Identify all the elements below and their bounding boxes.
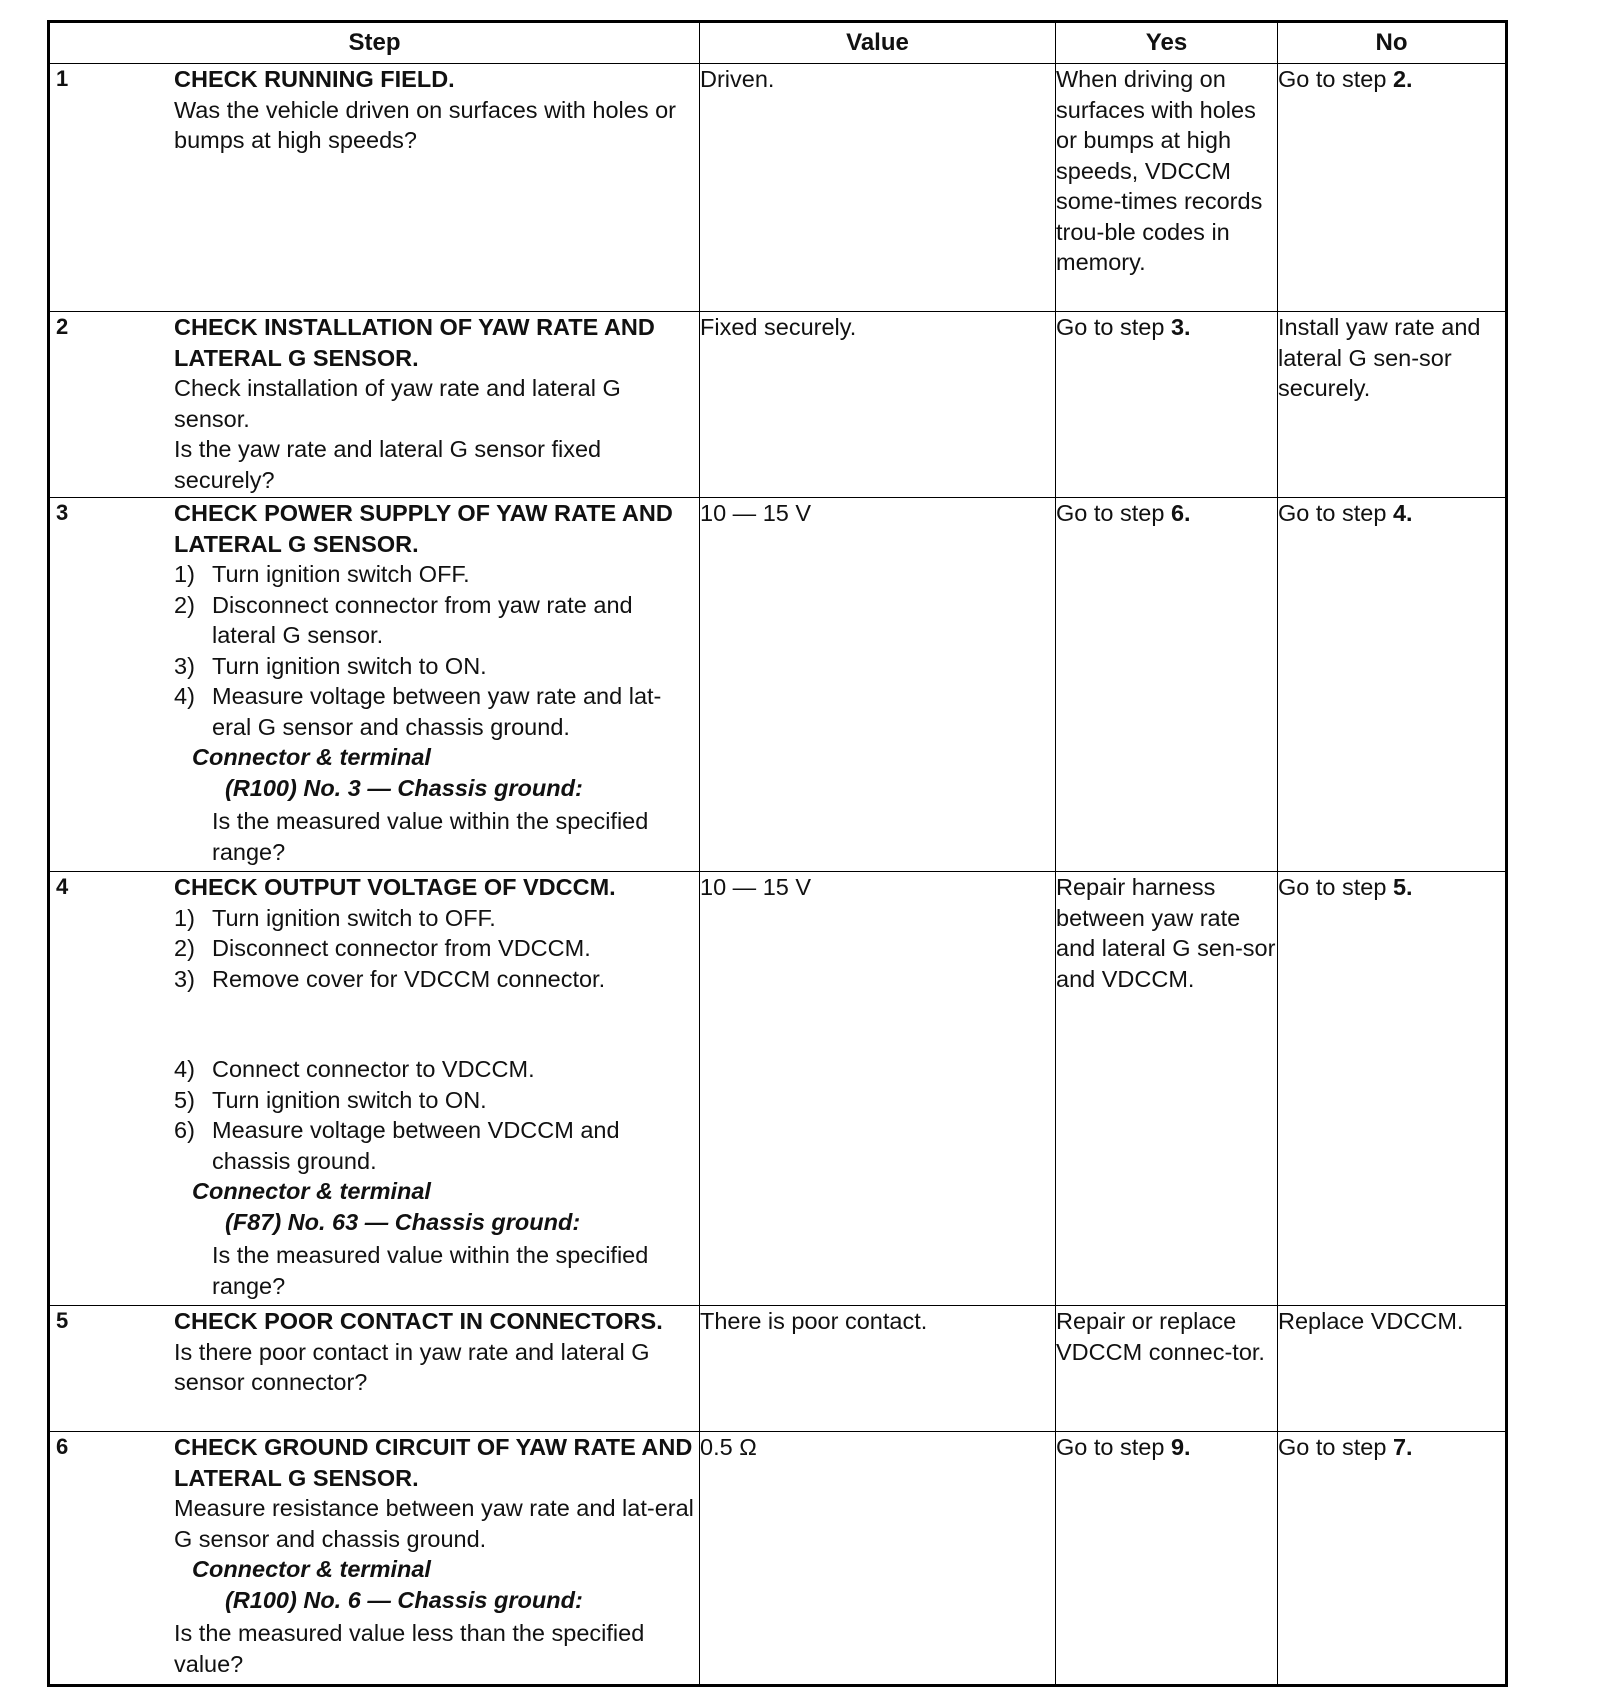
- no-cell: [1278, 64, 1507, 312]
- table-row: [49, 64, 1507, 312]
- connector-terminal: (F87) No. 63 — Chassis ground:: [225, 1208, 581, 1235]
- procedure-list: [174, 903, 695, 995]
- yes-cell: Repair or replace VDCCM connec-tor.: [1056, 1306, 1278, 1432]
- step-question: Is the measured value within the specified range?: [212, 808, 649, 865]
- table-row: [49, 1306, 1507, 1432]
- table-row: [49, 872, 1507, 1306]
- yes-step-ref: 9.: [1170, 1434, 1191, 1460]
- step-title: CHECK GROUND CIRCUIT OF YAW RATE AND LATERAL G SENSOR.: [174, 1434, 693, 1491]
- no-step-ref: 2.: [1392, 66, 1413, 92]
- step-question: Is the measured value less than the specified value?: [174, 1620, 645, 1677]
- header-step: Step: [49, 22, 700, 64]
- connector-label: Connector & terminal: [192, 744, 431, 770]
- value-cell: 0.5 Ω: [700, 1432, 1056, 1686]
- step-question: Is the yaw rate and lateral G sensor fixed securely?: [174, 436, 602, 493]
- connector-terminal: (R100) No. 3 — Chassis ground:: [225, 774, 583, 801]
- diagnostic-table: [47, 20, 1508, 1687]
- step-title: CHECK POWER SUPPLY OF YAW RATE AND LATERAL G SENSOR.: [174, 500, 673, 557]
- step-title: CHECK OUTPUT VOLTAGE OF VDCCM.: [174, 874, 616, 900]
- value-cell: 10 — 15 V: [700, 498, 1056, 872]
- connector-terminal: (R100) No. 6 — Chassis ground:: [225, 1586, 583, 1613]
- step-number: 6: [56, 1434, 69, 1459]
- no-step-ref: 5.: [1392, 874, 1413, 900]
- figure-gap: [174, 994, 695, 1054]
- step-number: 1: [56, 66, 69, 91]
- value-cell: 10 — 15 V: [700, 872, 1056, 1306]
- header-no: No: [1278, 22, 1507, 64]
- no-cell: [1278, 872, 1507, 1306]
- step-title: CHECK RUNNING FIELD.: [174, 66, 455, 92]
- list-item: 2) Disconnect connector from VDCCM.: [174, 935, 591, 961]
- step-description: Measure resistance between yaw rate and lat-eral G sensor and chassis ground.: [174, 1495, 694, 1552]
- list-item: 4) Measure voltage between yaw rate and lat-eral G sensor and chassis ground.: [174, 683, 662, 740]
- step-description: Was the vehicle driven on surfaces with holes or bumps at high speeds?: [174, 96, 677, 153]
- yes-cell: [1056, 1432, 1278, 1686]
- yes-step-ref: 3.: [1170, 314, 1191, 340]
- no-text: Go to step: [1278, 1434, 1393, 1460]
- yes-cell: Repair harness between yaw rate and lateral G sen-sor and VDCCM.: [1056, 872, 1278, 1306]
- no-step-ref: 4.: [1392, 500, 1413, 526]
- step-cell: [49, 1306, 700, 1432]
- step-number: 5: [56, 1308, 69, 1333]
- no-text: Go to step: [1278, 66, 1393, 92]
- step-question: Is the measured value within the specified range?: [212, 1242, 649, 1299]
- step-number: 3: [56, 500, 69, 525]
- step-number: 2: [56, 314, 69, 339]
- no-cell: Replace VDCCM.: [1278, 1306, 1507, 1432]
- no-cell: Install yaw rate and lateral G sen-sor securely.: [1278, 312, 1507, 498]
- no-text: Go to step: [1278, 874, 1393, 900]
- value-cell: Driven.: [700, 64, 1056, 312]
- step-number: 4: [56, 874, 69, 899]
- yes-text: Go to step: [1056, 314, 1171, 340]
- list-item: 5) Turn ignition switch to ON.: [174, 1086, 487, 1113]
- connector-label: Connector & terminal: [192, 1556, 431, 1582]
- list-item: 6) Measure voltage between VDCCM and chassis ground.: [174, 1117, 620, 1174]
- step-cell: [49, 1432, 700, 1686]
- connector-label: Connector & terminal: [192, 1178, 431, 1204]
- yes-step-ref: 6.: [1170, 500, 1191, 526]
- table-row: [49, 1432, 1507, 1686]
- step-title: CHECK POOR CONTACT IN CONNECTORS.: [174, 1308, 663, 1334]
- yes-cell: When driving on surfaces with holes or bumps at high speeds, VDCCM some-times records trou-ble codes in memory.: [1056, 64, 1278, 312]
- list-item: 1) Turn ignition switch to OFF.: [174, 904, 496, 931]
- table-row: [49, 498, 1507, 872]
- step-cell: [49, 872, 700, 1306]
- list-item: 4) Connect connector to VDCCM.: [174, 1056, 535, 1082]
- step-cell: [49, 64, 700, 312]
- yes-text: Go to step: [1056, 500, 1171, 526]
- step-cell: [49, 312, 700, 498]
- header-yes: Yes: [1056, 22, 1278, 64]
- header-value: Value: [700, 22, 1056, 64]
- list-item: 2) Disconnect connector from yaw rate and lateral G sensor.: [174, 591, 633, 648]
- procedure-list: [174, 559, 695, 742]
- no-step-ref: 7.: [1392, 1434, 1413, 1460]
- step-title: CHECK INSTALLATION OF YAW RATE AND LATERAL G SENSOR.: [174, 314, 655, 371]
- header-row: [49, 22, 1507, 64]
- procedure-list: [174, 1054, 695, 1176]
- no-cell: [1278, 498, 1507, 872]
- step-cell: [49, 498, 700, 872]
- yes-cell: [1056, 498, 1278, 872]
- step-description: Is there poor contact in yaw rate and lateral G sensor connector?: [174, 1338, 650, 1395]
- value-cell: Fixed securely.: [700, 312, 1056, 498]
- table-row: [49, 312, 1507, 498]
- list-item: 3) Turn ignition switch to ON.: [174, 652, 487, 679]
- list-item: 3) Remove cover for VDCCM connector.: [174, 965, 606, 992]
- value-cell: There is poor contact.: [700, 1306, 1056, 1432]
- yes-cell: [1056, 312, 1278, 498]
- yes-text: Go to step: [1056, 1434, 1171, 1460]
- no-cell: [1278, 1432, 1507, 1686]
- no-text: Go to step: [1278, 500, 1393, 526]
- step-description: Check installation of yaw rate and lateral G sensor.: [174, 375, 621, 432]
- list-item: 1) Turn ignition switch OFF.: [174, 561, 470, 587]
